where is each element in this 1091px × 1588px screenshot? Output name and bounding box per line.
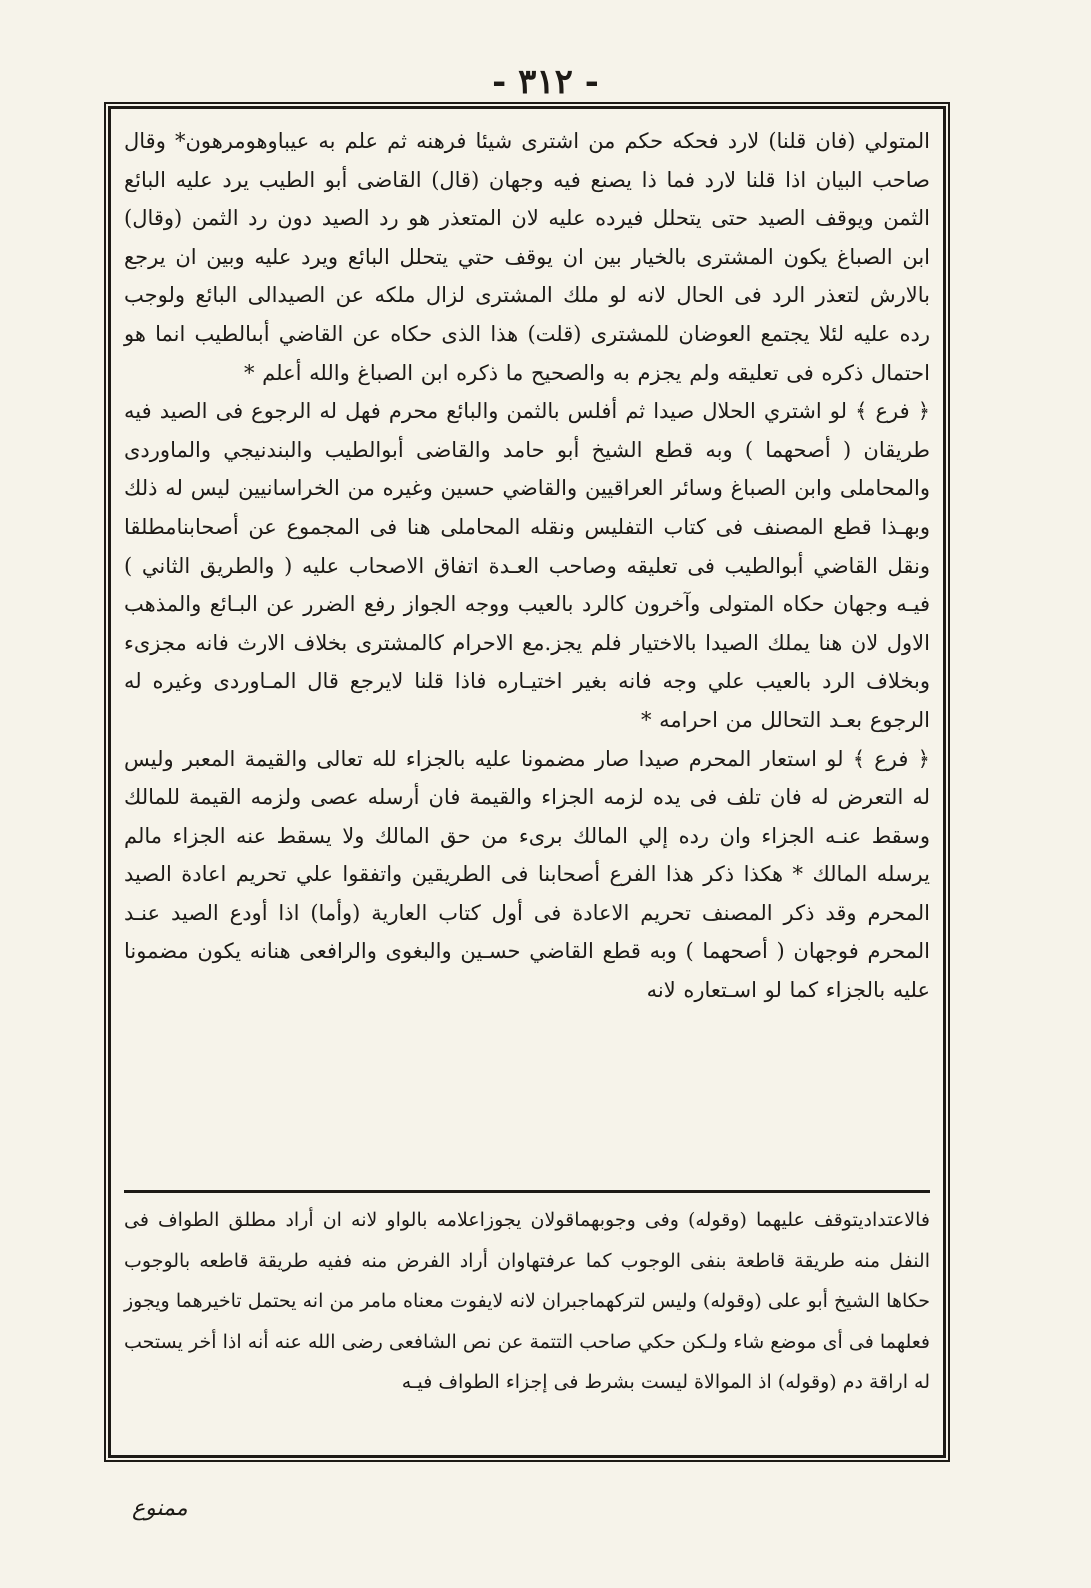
commentary-text: [124, 1200, 930, 1403]
paragraph: ﴿ فرع ﴾ لو استعار المحرم صيدا صار مضمونا عليه بالجزاء لله تعالى والقيمة المعبر وليس له التعرض له فان تلف فى يده لزمه الجزاء والقيمة فان أرسله عصى ولزمه القيمة للمالك وسقط عنـه الجزاء وان رده إلي المالك برىء من حق المالك ولا يسقط عنه الجزاء مالم يرسله المالك * هكذا ذكر هذا الفرع أصحابنا فى الطريقين واتفقوا علي تحريم اعادة الصيد المحرم وقد ذكر المصنف تحريم الاعادة فى أول كتاب العارية (وأما) اذا أودع الصيد عنـد المحرم فوجهان ( أصحهما ) وبه قطع القاضي حسـين والبغوى والرافعى هنانه يكون مضمونا عليه بالجزاء كما لو اسـتعاره لانه: [124, 746, 931, 1003]
paragraph: المتولي (فان قلنا) لارد فحكه حكم من اشترى شيئا فرهنه ثم علم به عيباوهومرهون* وقال صاحب البيان اذا قلنا لارد فما ذا يصنع فيه وجهان (قال) القاضى أبو الطيب يرد عليه البائع الثمن ويوقف الصيد حتى يتحلل فيرده عليه لان المتعذر هو رد الصيد دون رد الثمن (وقال) ابن الصباغ يكون المشترى بالخيار بين ان يوقف حتي يتحلل البائع ويرد عليه وبين ان يرجع بالارش لتعذر الرد فى الحال لانه لو ملك المشترى لزال ملكه عن الصيدالى البائع ولوجب رده عليه لئلا يجتمع العوضان للمشترى (قلت) هذا الذى حكاه عن القاضي أبىالطيب انما هو احتمال ذكره فى تعليقه ولم يجزم به والصحيح ما ذكره ابن الصباغ والله أعلم *: [124, 129, 930, 385]
page-number: - ٣١٢ -: [492, 62, 599, 102]
section-divider: [124, 1190, 930, 1193]
paragraph: ﴿ فرع ﴾ لو اشتري الحلال صيدا ثم أفلس بالثمن والبائع محرم فهل له الرجوع فى الصيد فيه طريقان ( أصحهما ) وبه قطع الشيخ أبو حامد والقاضى أبوالطيب والبندنيجي والماوردى والمحاملى وابن الصباغ وسائر العراقيين والقاضي حسين وغيره من الخراسانيين ليس له ذلك وبهـذا قطع المصنف فى كتاب التفليس ونقله المحاملى هنا فى المجموع عن أصحابنامطلقا ونقل القاضي أبوالطيب فى تعليقه وصاحب العـدة اتفاق الاصحاب عليه ( والطريق الثاني ) فيـه وجهان حكاه المتولى وآخرون كالرد بالعيب ووجه الجواز رفع الضرر عن البـائع والمذهب الاول لان هنا يملك الصيدا بالاختيار فلم يجز.مع الاحرام كالمشترى بخلاف الارث فانه مجزىء وبخلاف الرد بالعيب علي وجه فانه بغير اختيـاره فاذا قلنا لايرجع قال المـاوردى وغيره له الرجوع بعـد التحالل من احرامه *: [124, 399, 930, 732]
main-text: [124, 122, 930, 1010]
footer-word: ممنوع: [132, 1496, 188, 1521]
paragraph: فالاعتداديتوقف عليهما (وقوله) وفى وجوبهماقولان يجوزاعلامه بالواو لانه ان أراد مطلق الطواف فى النفل منه طريقة قاطعة بنفى الوجوب كما عرفتهاوان أراد الفرض منه ففيه طريقة قاطعه بالوجوب حكاها الشيخ أبو على (وقوله) وليس لتركهماجبران لانه لايفوت معناه مامر من انه يحتمل تاخيرهما ويجوز فعلهما فى أى موضع شاء ولـكن حكي صاحب التتمة عن نص الشافعى رضى الله عنه أنه اذا أخر يستحب له اراقة دم (وقوله) اذ الموالاة ليست بشرط فى إجزاء الطواف فيـه: [124, 1209, 930, 1393]
